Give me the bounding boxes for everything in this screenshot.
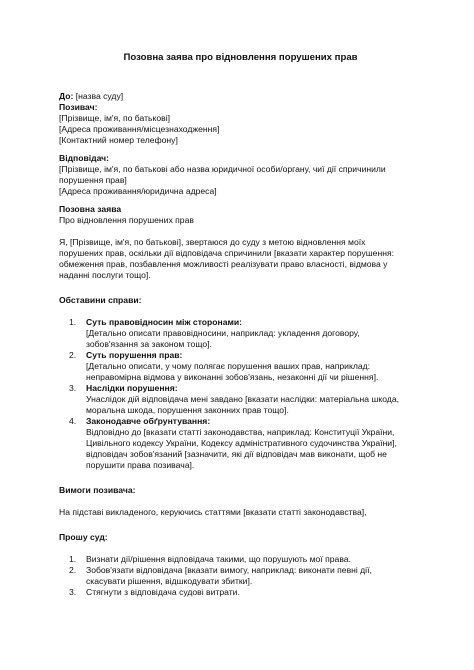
plaintiff-address: [Адреса проживання/місцезнаходження] bbox=[59, 124, 220, 134]
circumstance-item bbox=[59, 416, 422, 471]
defendant-address: [Адреса проживання/юридична адреса] bbox=[59, 186, 217, 196]
request-item bbox=[59, 587, 422, 598]
plaintiff-heading: Позивач: bbox=[59, 102, 98, 112]
item-number: 3. bbox=[69, 383, 77, 393]
item-title: Наслідки порушення: bbox=[86, 383, 178, 393]
circumstances-list bbox=[59, 317, 422, 471]
item-text: зобов'язання за законом тощо]. bbox=[86, 339, 212, 349]
item-text: моральна шкода, порушення законних прав тощо]. bbox=[86, 405, 289, 415]
request-heading: Прошу суд: bbox=[59, 532, 108, 542]
demands-text: На підставі викладеного, керуючись статтями [вказати статті законодавства], bbox=[59, 507, 367, 517]
item-text: відповідач зобов'язаний [зазначити, які дії відповідач мав виконати, щоб не bbox=[86, 449, 387, 459]
circumstances-heading: Обставини справи: bbox=[59, 295, 142, 305]
claim-subtitle: Про відновлення порушених прав bbox=[59, 215, 194, 225]
circumstance-item bbox=[59, 317, 422, 350]
item-text: порушити права позивача]. bbox=[86, 460, 195, 470]
circumstance-item bbox=[59, 383, 422, 416]
request-item bbox=[59, 554, 422, 565]
item-text: Визнати дії/рішення відповідача такими, що порушують мої права. bbox=[86, 554, 351, 564]
court-label: До: bbox=[59, 91, 74, 101]
item-number: 4. bbox=[69, 416, 77, 426]
item-text: Унаслідок дій відповідача мені завдано [вказати наслідки: матеріальна шкода, bbox=[86, 394, 399, 404]
document-title: Позовна заява про відновлення порушених прав bbox=[123, 52, 358, 63]
item-text: неправомірна відмова у виконанні зобов'язань, незаконні дії чи рішення]. bbox=[86, 372, 379, 382]
intro-line-2: порушених прав, оскільки дії відповідача спричинили [вказати характер порушення: bbox=[59, 248, 394, 258]
court-value: [назва суду] bbox=[75, 91, 124, 101]
defendant-name-line-2: порушення прав] bbox=[59, 175, 127, 185]
item-text: [Детально описати правовідносини, наприклад: укладення договору, bbox=[86, 328, 360, 338]
defendant-heading: Відповідач: bbox=[59, 153, 110, 163]
item-text: Відповідно до [вказати статті законодавства, наприклад: Конституції України, bbox=[86, 427, 395, 437]
item-number: 2. bbox=[69, 565, 77, 575]
item-text: скасувати рішення, відшкодувати збитки]. bbox=[86, 576, 253, 586]
item-number: 3. bbox=[69, 587, 77, 597]
request-item bbox=[59, 565, 422, 587]
item-number: 1. bbox=[69, 554, 77, 564]
plaintiff-name: [Прізвище, ім'я, по батькові] bbox=[59, 113, 171, 123]
intro-paragraph bbox=[59, 237, 422, 281]
intro-line-1: Я, [Прізвище, ім'я, по батькові], звертаюся до суду з метою відновлення моїх bbox=[59, 237, 366, 247]
demands-heading: Вимоги позивача: bbox=[59, 485, 136, 495]
item-number: 2. bbox=[69, 350, 77, 360]
item-text: [Детально описати, у чому полягає порушення ваших прав, наприклад: bbox=[86, 361, 371, 371]
request-list bbox=[59, 554, 422, 598]
item-title: Законодавче обґрунтування: bbox=[86, 416, 211, 426]
intro-line-3: обмеження прав, позбавлення можливості реалізувати право власності, відмова у bbox=[59, 259, 388, 269]
plaintiff-phone: [Контактний номер телефону] bbox=[59, 135, 178, 145]
item-number: 1. bbox=[69, 317, 77, 327]
item-title: Суть правовідносин між сторонами: bbox=[86, 317, 243, 327]
item-text: Цивільного кодексу України, Кодексу адміністративного судочинства України], bbox=[86, 438, 397, 448]
item-text: Зобов'язати відповідача [вказати вимогу, наприклад: виконати певні дії, bbox=[86, 565, 372, 575]
claim-heading: Позовна заява bbox=[59, 204, 122, 214]
defendant-name-line-1: [Прізвище, ім'я, по батькові або назва юридичної особи/органу, чиї дії спричинили bbox=[59, 164, 386, 174]
court-line bbox=[59, 91, 422, 102]
circumstance-item bbox=[59, 350, 422, 383]
item-text: Стягнути з відповідача судові витрати. bbox=[86, 587, 240, 597]
item-title: Суть порушення прав: bbox=[86, 350, 183, 360]
intro-line-4: наданні послуги тощо]. bbox=[59, 270, 151, 280]
